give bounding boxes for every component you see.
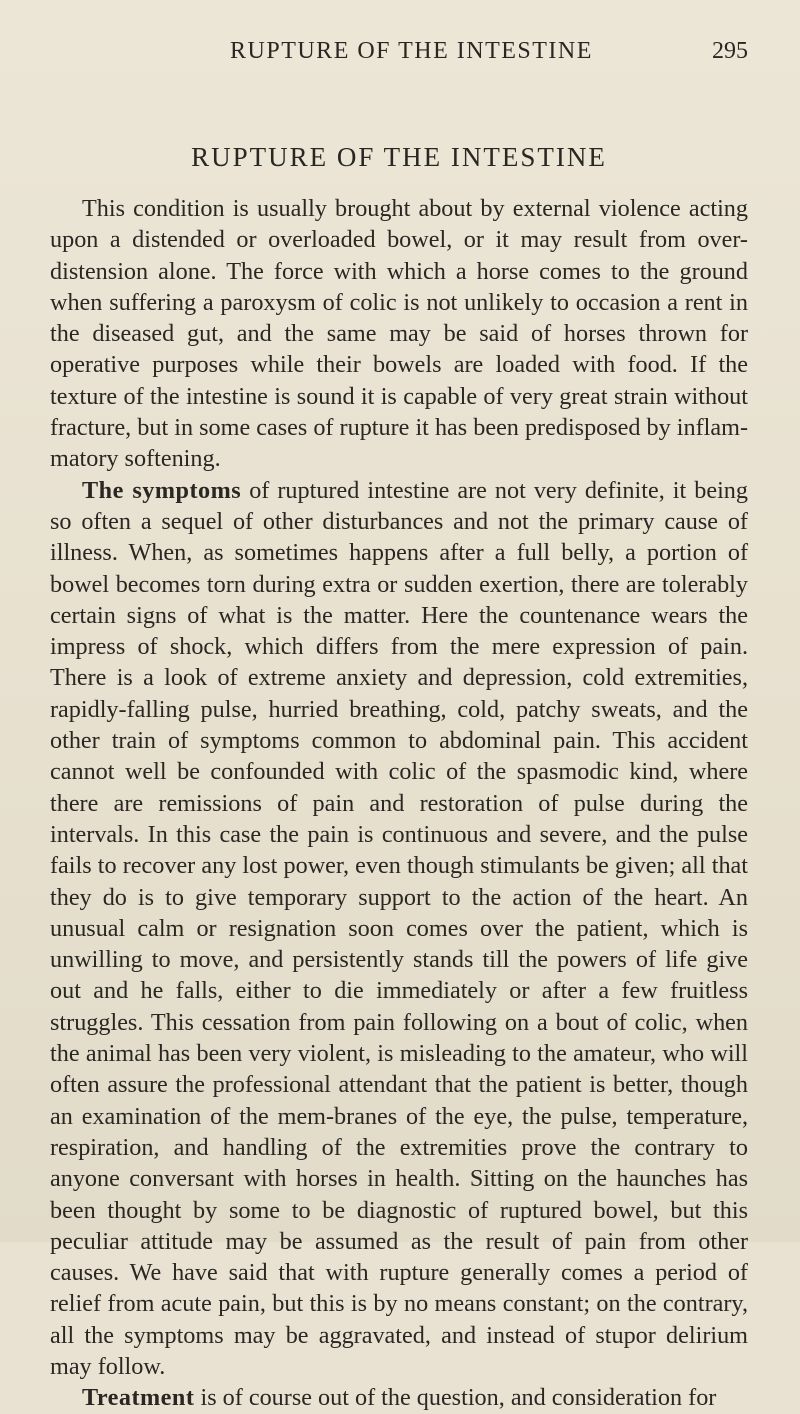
paragraph-text: of ruptured intestine are not very definite, it being so often a sequel of other disturbances and not the primary cause of illness. When, as sometimes happens after a full belly, a portion of bowel becomes torn during extra or sudden exertion, there are tolerably certain signs of what is the matter. Here the countenance wears the impress of shock, which differs from the mere expression of pain. There is a look of extreme anxiety and depression, cold extremities, rapidly-falling pulse, hurried breathing, cold, patchy sweats, and the other train of symptoms common to abdominal pain. This accident cannot well be confounded with colic of the spasmodic kind, where there are remissions of pain and restoration of pulse during the intervals. In this case the pain is continuous and severe, and the pulse fails to recover any lost power, even though stimulants be given; all that they do is to give temporary support to the action of the heart. An unusual calm or resignation soon comes over the patient, which is unwilling to move, and persistently stands till the powers of life give out and he falls, either to die immediately or after a few fruitless struggles. This cessation from pain following on a bout of colic, when the animal has been very violent, is misleading to the amateur, who will often assure the professional attendant that the patient is better, though an examination of the mem-branes of the eye, the pulse, temperature, respiration, and handling of the extremities prove the contrary to anyone conversant with horses in health. Sitting on the haunches has been thought by some to be diagnostic of ruptured bowel, but this peculiar attitude may be assumed as the result of pain from other causes. We have said that with rupture generally comes a period of relief from acute pain, but this is by no means constant; on the contrary, all the symptoms may be aggravated, and instead of stupor delirium may follow. — [50, 476, 748, 1380]
paragraph-text: This condition is usually brought about by external violence acting upon a distended or overloaded bowel, or it may result from over-distension alone. The force with which a horse comes to the ground when suffering a paroxysm of colic is not unlikely to occasion a rent in the diseased gut, and the same may be said of horses thrown for operative purposes while their bowels are loaded with food. If the texture of the intestine is sound it is capable of very great strain without fracture, but in some cases of rupture it has been predisposed by inflam-matory softening. — [50, 195, 748, 473]
paragraph — [50, 193, 748, 475]
paragraph — [50, 475, 748, 1383]
chapter-title: RUPTURE OF THE INTESTINE — [191, 142, 607, 172]
page-number: 295 — [712, 38, 748, 64]
running-head-title: RUPTURE OF THE INTESTINE — [230, 38, 593, 64]
paragraph-lead: The symptoms — [82, 476, 242, 504]
paragraph-text: is of course out of the question, and consideration for — [194, 1384, 717, 1412]
paragraph-lead: Treatment — [82, 1384, 195, 1412]
paragraph — [50, 1382, 748, 1413]
running-head — [50, 38, 748, 78]
